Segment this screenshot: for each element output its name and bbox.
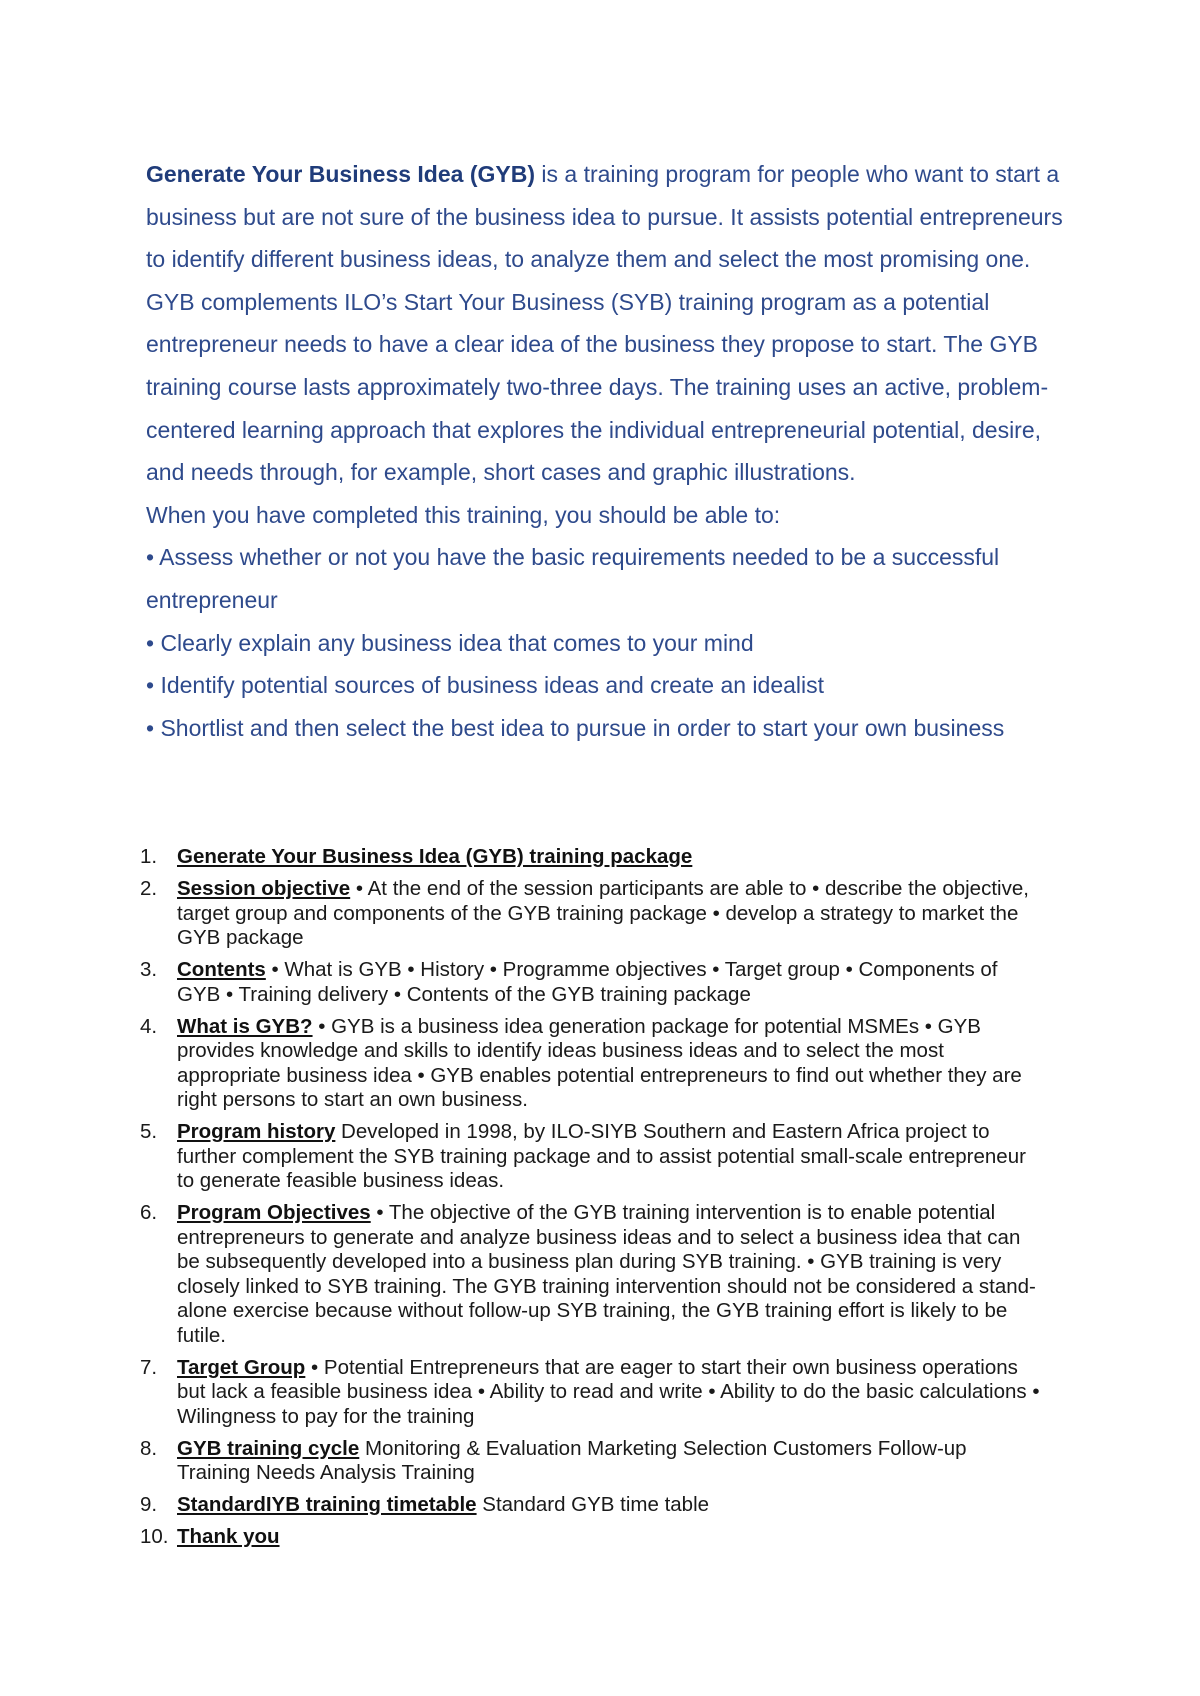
outline-number: 10. — [140, 1525, 169, 1548]
outline-number: 9. — [140, 1493, 158, 1516]
outline-number: 8. — [140, 1436, 158, 1460]
intro-lead: Generate Your Business Idea (GYB) — [146, 161, 535, 187]
outline-heading: Thank you — [177, 1525, 280, 1548]
outline-number: 5. — [140, 1120, 158, 1143]
outline-item — [140, 1015, 1040, 1113]
outline-item — [140, 1201, 1040, 1348]
outline-number: 4. — [140, 1014, 158, 1038]
outline-item — [140, 1525, 1040, 1550]
completion-line: When you have completed this training, you should be able to: — [146, 501, 781, 528]
outline-text: Developed in 1998, by ILO-SIYB Southern and Eastern Africa project to further complement the SYB training package and to assist potential small-scale entrepreneur to generate feasible business ideas. — [177, 1120, 1026, 1192]
outline-item — [140, 1437, 1040, 1486]
objective-bullet: • Identify potential sources of business ideas and create an idealist — [146, 672, 825, 699]
outline-text: Standard GYB time table — [476, 1493, 710, 1516]
objective-bullet: • Assess whether or not you have the basic requirements needed to be a successful entrepreneur — [146, 544, 1000, 613]
outline-number: 2. — [140, 877, 158, 900]
intro-paragraph — [146, 153, 1076, 494]
outline-text: • Potential Entrepreneurs that are eager to start their own business operations but lack a feasible business idea • Ability to read and write • Ability to do the basic calculations • Wilingness to pay for the training — [177, 1355, 1040, 1428]
outline-heading: Program Objectives — [177, 1201, 371, 1224]
outline-item — [140, 845, 1040, 870]
outline-heading: What is GYB? — [177, 1014, 313, 1038]
objective-bullet: • Shortlist and then select the best idea to pursue in order to start your own business — [146, 714, 1005, 741]
outline-heading: Contents — [177, 958, 266, 981]
outline-item — [140, 1120, 1040, 1194]
outline-heading: Program history — [177, 1120, 336, 1143]
outline-heading: StandardIYB training timetable — [177, 1493, 477, 1516]
outline-heading: Target Group — [177, 1355, 306, 1379]
outline-number: 7. — [140, 1355, 158, 1379]
objective-bullet: • Clearly explain any business idea that comes to your mind — [146, 629, 754, 656]
outline-item — [140, 1493, 1040, 1518]
intro-section — [146, 153, 1076, 749]
outline-item — [140, 1356, 1040, 1430]
outline-text: • The objective of the GYB training intervention is to enable potential entrepreneurs to generate and analyze business ideas and to select a business idea that can be subsequently developed into a business plan during SYB training. • GYB training is very closely linked to SYB training. The GYB training intervention should not be considered a stand-alone exercise because without follow-up SYB training, the GYB training effort is likely to be futile. — [177, 1201, 1036, 1347]
outline-text: • What is GYB • History • Programme objectives • Target group • Components of GYB • Training delivery • Contents of the GYB training package — [177, 958, 998, 1006]
outline-heading: Session objective — [177, 877, 351, 900]
outline-heading: GYB training cycle — [177, 1436, 360, 1460]
outline-number: 1. — [140, 845, 158, 868]
intro-paragraph-text: is a training program for people who want to start a business but are not sure of the business idea to pursue. It assists potential entrepreneurs to identify different business ideas, to analyze them and select the most promising one. GYB complements ILO’s Start Your Business (SYB) training program as a potential entrepreneur needs to have a clear idea of the business they propose to start. The GYB training course lasts approximately two-three days. The training uses an active, problem-centered learning approach that explores the individual entrepreneurial potential, desire, and needs through, for example, short cases and graphic illustrations. — [146, 161, 1063, 486]
outline-number: 6. — [140, 1201, 158, 1224]
outline-text: • At the end of the session participants are able to • describe the objective, target group and components of the GYB training package • develop a strategy to market the GYB package — [177, 877, 1029, 949]
outline-text: Monitoring & Evaluation Marketing Selection Customers Follow-up Training Needs Analysis Training — [177, 1436, 967, 1484]
outline-item — [140, 877, 1040, 951]
outline-item — [140, 958, 1040, 1007]
outline-text: • GYB is a business idea generation package for potential MSMEs • GYB provides knowledge and skills to identify ideas business ideas and to select the most appropriate business idea • GYB enables potential entrepreneurs to find out whether they are right persons to start an own business. — [177, 1014, 1022, 1111]
outline-heading: Generate Your Business Idea (GYB) training package — [177, 845, 693, 868]
outline-list — [140, 845, 1040, 1557]
outline-number: 3. — [140, 958, 158, 981]
